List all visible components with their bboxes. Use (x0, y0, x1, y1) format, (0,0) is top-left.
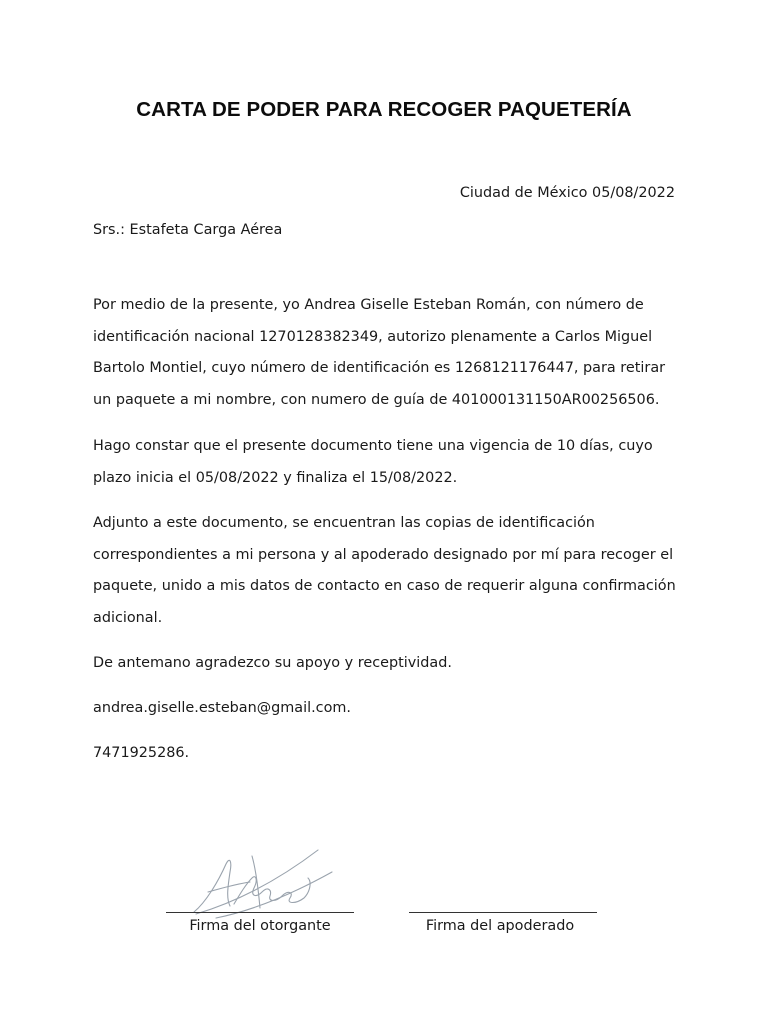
attorney-signature-line (409, 912, 597, 913)
attorney-signature-label: Firma del apoderado (425, 918, 575, 934)
grantor-signature-line (166, 912, 354, 913)
handwritten-signature (186, 842, 336, 922)
letter-title: CARTA DE PODER PARA RECOGER PAQUETERÍA (136, 98, 632, 121)
recipient-line: Srs.: Estafeta Carga Aérea (93, 222, 283, 238)
paragraph-attachments: Adjunto a este documento, se encuentran las copias de identificación correspondientes a mi persona y al apoderado designado por mí para recoger el paquete, unido a mis datos de contacto en caso de requerir alguna confirmación adicional. (93, 515, 676, 626)
contact-email: andrea.giselle.esteban@gmail.com. (93, 700, 351, 716)
paragraph-validity: Hago constar que el presente documento tiene una vigencia de 10 días, cuyo plazo inicia el 05/08/2022 y finaliza el 15/08/2022. (93, 438, 653, 486)
contact-phone: 7471925286. (93, 745, 190, 761)
paragraph-authorization: Por medio de la presente, yo Andrea Giselle Esteban Román, con número de identificación nacional 1270128382349, autorizo plenamente a Carlos Miguel Bartolo Montiel, cuyo número de identificación es 1268121176447, para retirar un paquete a mi nombre, con numero de guía de 401000131150AR00256506. (93, 297, 666, 408)
paragraph-thanks: De antemano agradezco su apoyo y receptividad. (93, 655, 452, 671)
grantor-signature-label: Firma del otorgante (189, 918, 331, 934)
place-date: Ciudad de México 05/08/2022 (459, 185, 675, 201)
